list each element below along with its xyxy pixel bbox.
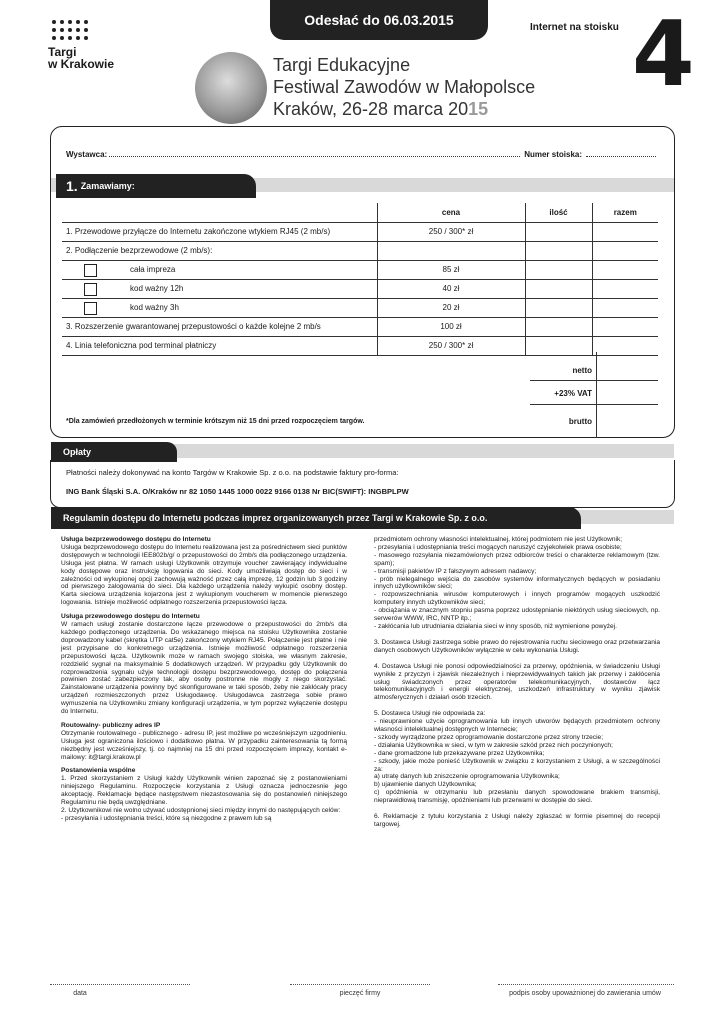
reg-paragraph: 6. Reklamacje z tytułu korzystania z Usługi należy zgłaszać w formie pisemnej do recepcji targowej. — [374, 813, 660, 828]
bank-account: ING Bank Śląski S.A. O/Kraków nr 82 1050 1445 1000 0022 9166 0138 Nr BIC(SWIFT): INGBPLPW — [66, 487, 409, 496]
date-label: data — [73, 990, 87, 997]
event-year-accent: 15 — [468, 99, 489, 119]
qty-cell[interactable] — [525, 222, 592, 241]
form-number: 4 — [632, 2, 695, 107]
stamp-line[interactable] — [290, 984, 430, 985]
reg-paragraph: c) opóźnienia w otrzymaniu lub przesłaniu danych spowodowane brakiem transmisji, nieprawidłową transmisję, opóźnieniami lub przerwami w dostępie do sieci. — [374, 789, 660, 805]
brutto-label: brutto — [568, 417, 592, 426]
qty-cell[interactable] — [525, 298, 592, 317]
regulations-left-column — [61, 536, 347, 823]
payments-tab: Opłaty — [51, 442, 177, 462]
reg-paragraph: - szkody wyrządzone przez oprogramowanie dostarczone przez strony trzecie; — [374, 733, 604, 741]
reg-heading: Postanowienia wspólne — [61, 767, 136, 775]
date-line[interactable] — [50, 984, 190, 985]
qty-cell[interactable] — [525, 336, 592, 355]
reg-paragraph: 1. Przed skorzystaniem z Usługi każdy Użytkownik winien zapoznać się z postanowieniami niniejszego Regulaminu. Rozpoczęcie korzystania z Usługi oznacza jednoczesnie jego akceptację. Reklamacje będące następstwem niezastosowania się do postanowień niniejszego Regulaminu nie będą uwzględniane. — [61, 775, 347, 807]
order-row — [62, 260, 658, 279]
reg-paragraph: Usługa bezprzewodowego dostępu do Internetu realizowana jest za pośrednictwem sieci punktów dostępowych w technologii IEE802b/g/ o przepustowości do 2mb/s dla podłączonego urządzenia. Usługa jest płatna. W ramach usługi Użytkownik otrzymuje voucher zawierający indywidualne kody dostępowe oraz instrukcję logowania do sieci. Kody umożliwiają dostęp do sieci i w zależności od wykupionej opcji zachowują ważność przez całą imprezę, 12 godzin lub 3 godziny od pierwszego zalogowania do sieci. Dla każdego urządzenia należy wykupić osobny dostęp. Karta sieciowa urządzenia kojarzona jest z wykupionym voucherem w momencie pierwszego logowania. Istnieje możliwość odpłatnego rozszerzenia przepustowości łącza. — [61, 543, 347, 607]
total-column-line — [596, 352, 597, 438]
logo-line2: w Krakowie — [48, 57, 115, 71]
col-price: cena — [377, 203, 525, 222]
reg-paragraph: - przesyłania i udostępniania treści mogących naruszyć czyjekolwiek prawa osobiste; — [374, 543, 622, 551]
reg-paragraph: 2. Użytkownikowi nie wolno używać udostępnionej sieci między innymi do następujących celów: — [61, 807, 341, 814]
signature-label: podpis osoby upoważnionej do zawierania umów — [509, 990, 661, 997]
reg-paragraph: - dane gromadzone lub przekazywane przez Użytkownika; — [374, 749, 545, 757]
event-line3 — [273, 98, 535, 120]
item-desc: 2. Podłączenie bezprzewodowe (2 mb/s): — [62, 241, 377, 260]
item-price: 20 zł — [377, 298, 525, 317]
item-desc: 1. Przewodowe przyłącze do Internetu zakończone wtykiem RJ45 (2 mb/s) — [62, 222, 377, 241]
footnote: *Dla zamówień przedłożonych w terminie krótszym niż 15 dni przed rozpoczęciem targów. — [66, 418, 365, 425]
reg-paragraph: - obciążania w znacznym stopniu pasma poprzez udostępnianie niektórych usług sieciowych, np. serwerów WWW, IRC, NNTP itp.; — [374, 607, 660, 623]
col-qty: ilość — [525, 203, 592, 222]
reg-paragraph: - transmisji pakietów IP z fałszywym adresem nadawcy; — [374, 567, 537, 575]
total-cell[interactable] — [592, 222, 658, 241]
item-price: 85 zł — [377, 260, 525, 279]
event-title — [273, 54, 535, 120]
exhibitor-label: Wystawca: — [66, 150, 108, 159]
compass-photo — [195, 52, 267, 124]
reg-paragraph: W ramach usługi zostanie dostarczone łącze przewodowe o przepustowości do 2mb/s dla każdego podłączonego urządzenia. Do wskazanego miejsca na stoisku Użytkownika zostanie doprowadzony kabel (skrętka UTP cat5e) zakończony wtykiem RJ45. Połączenie jest płatne i nie jest przypisane do konkretnego urządzenia. Istnieje możliwość odpłatnego rozszerzenia przepustowości łącza. Użytkownik może w ramach swojego stoiska, we własnym zakresie, rozdzielić sygnał na maksymalnie 5 dodatkowych urządzeń. W przypadku gdy Użytkownik do rozprowadzenia sygnału użyje technologii dostępu bezprzewodowego, dostęp do połączenia powinien zostać zabezpieczony tak, aby osoby postronne nie mogły z niego skorzystać. Zainstalowane urządzenia powinny być skonfigurowane w taki sposób, żeby nie zakłócały pracy urządzeń rozmieszczonych przez Usługodawcę. Usługodawca zastrzega sobie prawo wymuszenia na Użytkowniku zmiany konfiguracji urządzenia, w tym poprzez wyłączenie dostępu do Internetu. — [61, 621, 347, 716]
reg-paragraph: - szkody, jakie może ponieść Użytkownik w związku z korzystaniem z Usługi, a w szczególności za: — [374, 757, 660, 773]
reg-paragraph: - przesyłania i udostępniania treści, które są niezgodne z prawem lub są — [61, 814, 272, 822]
total-cell[interactable] — [592, 279, 658, 298]
item-price — [377, 241, 525, 260]
stand-field[interactable] — [586, 150, 656, 157]
reg-paragraph: - działania Użytkownika w sieci, w tym w zakresie szkód przez nich poczynionych; — [374, 741, 613, 749]
form-name: Internet na stoisku — [530, 22, 619, 33]
total-cell[interactable] — [592, 260, 658, 279]
item-desc: kod ważny 3h — [130, 303, 179, 312]
signature-line[interactable] — [498, 984, 674, 985]
event-date: Kraków, 26-28 marca 20 — [273, 99, 469, 119]
reg-paragraph: - zakłócania lub utrudniania działania sieci w inny sposób, niż wymienione powyżej. — [374, 622, 617, 630]
vat-divider — [530, 404, 658, 405]
checkbox-3h[interactable] — [84, 302, 97, 315]
qty-cell[interactable] — [525, 279, 592, 298]
reg-paragraph: a) utratę danych lub zniszczenie oprogramowania Użytkownika; — [374, 773, 560, 781]
checkbox-whole-event[interactable] — [84, 264, 97, 277]
regulations-right-column — [374, 536, 660, 829]
reg-paragraph: b) ujawnienie danych Użytkownika; — [374, 781, 477, 789]
order-table — [62, 203, 658, 356]
order-row — [62, 241, 658, 260]
reg-paragraph: - nieuprawnione użycie oprogramowania lub innych utworów będących przedmiotem ochrony własności intelektualnej dostępnych w Internecie; — [374, 718, 660, 734]
logo-line1: Targi — [48, 45, 77, 59]
reg-paragraph: - prób nielegalnego wejścia do zasobów systemów informatycznych będących w posiadaniu innych użytkowników sieci; — [374, 575, 660, 591]
checkbox-12h[interactable] — [84, 283, 97, 296]
order-row — [62, 317, 658, 336]
reg-paragraph: 4. Dostawca Usługi nie ponosi odpowiedzialności za przerwy, opóźnienia, w świadczeniu Usługi wynikłe z przyczyn i zjawisk niezależnych i nieprzewidywalnych takich jak przerwy i zakłócenia usług świadczonych przez operatorów telekomunikacyjnych, dostawców łącz telekomunikacyjnych i energii elektrycznej, uszkodzeń infrastruktury w wyniku zjawisk atmosferycznych i działań osób trzecich. — [374, 662, 660, 702]
order-section-tab — [56, 174, 256, 198]
netto-divider — [530, 380, 658, 381]
order-row — [62, 222, 658, 241]
reg-paragraph: Otrzymanie routowalnego - publicznego - adresu IP, jest możliwe po wcześniejszym uzgodnieniu. Usługa jest ograniczona ilościowo i dodatkowo płatna. W przypadku zainteresowania tą formą niezbędny jest wcześniejszy, tj. co najmniej na 15 dni przed rozpoczęciem imprezy, kontakt e-mailowy: it@targi.krakow.pl — [61, 729, 347, 761]
event-line1: Targi Edukacyjne — [273, 55, 411, 75]
total-cell[interactable] — [592, 317, 658, 336]
item-desc: cała impreza — [130, 265, 176, 274]
total-cell[interactable] — [592, 298, 658, 317]
item-price: 100 zł — [377, 317, 525, 336]
section-title: Zamawiamy: — [80, 181, 135, 191]
logo — [48, 46, 114, 70]
payments-info: Płatności należy dokonywać na konto Targów w Krakowie Sp. z o.o. na podstawie faktury pro-forma: — [66, 468, 399, 477]
order-row — [62, 336, 658, 355]
reg-heading: Routowalny- publiczny adres IP — [61, 721, 161, 729]
exhibitor-row — [66, 150, 656, 159]
exhibitor-field[interactable] — [109, 150, 520, 157]
netto-label: netto — [572, 366, 592, 375]
event-line2: Festiwal Zawodów w Małopolsce — [273, 77, 536, 97]
total-cell[interactable] — [592, 336, 658, 355]
order-row — [62, 298, 658, 317]
item-price: 250 / 300* zł — [377, 336, 525, 355]
qty-cell[interactable] — [525, 241, 592, 260]
stand-label: Numer stoiska: — [524, 150, 582, 159]
reg-paragraph: 5. Dostawca Usługi nie odpowiada za: — [374, 710, 486, 718]
deadline-tab: Odesłać do 06.03.2015 — [270, 0, 488, 40]
reg-heading: Usługa przewodowego dostępu do Internetu — [61, 613, 200, 621]
item-price: 250 / 300* zł — [377, 222, 525, 241]
total-cell[interactable] — [592, 241, 658, 260]
col-total: razem — [592, 203, 658, 222]
logo-dots — [52, 20, 92, 42]
section-number: 1. — [66, 178, 78, 194]
reg-paragraph: 3. Dostawca Usługi zastrzega sobie prawo do rejestrowania ruchu sieciowego oraz przetwarzania danych osobowych Użytkowników wyłącznie w celu wykonania Usługi. — [374, 638, 660, 654]
stamp-label: pieczęć firmy — [339, 990, 381, 997]
item-desc: 3. Rozszerzenie gwarantowanej przepustowości o każde kolejne 2 mb/s — [62, 317, 377, 336]
reg-paragraph: - rozpowszechniania wirusów komputerowych i innych programów mogących uszkodzić komputery innych użytkowników sieci; — [374, 591, 660, 607]
reg-paragraph: przedmiotem ochrony własności intelektualnej, której podmiotem nie jest Użytkownik; — [374, 536, 623, 543]
qty-cell[interactable] — [525, 260, 592, 279]
order-row — [62, 279, 658, 298]
item-desc: kod ważny 12h — [130, 284, 184, 293]
reg-paragraph: - masowego rozsyłania niezamówionych przez odbiorców treści o charakterze reklamowym (tzw. spam); — [374, 551, 660, 567]
order-table-header — [62, 203, 658, 222]
item-price: 40 zł — [377, 279, 525, 298]
vat-label: +23% VAT — [554, 389, 592, 398]
item-desc: 4. Linia telefoniczna pod terminal płatniczy — [62, 336, 377, 355]
qty-cell[interactable] — [525, 317, 592, 336]
regulations-title: Regulamin dostępu do Internetu podczas imprez organizowanych przez Targi w Krakowie Sp. z o.o. — [51, 507, 581, 529]
reg-heading: Usługa bezprzewodowego dostępu do Internetu — [61, 536, 211, 543]
